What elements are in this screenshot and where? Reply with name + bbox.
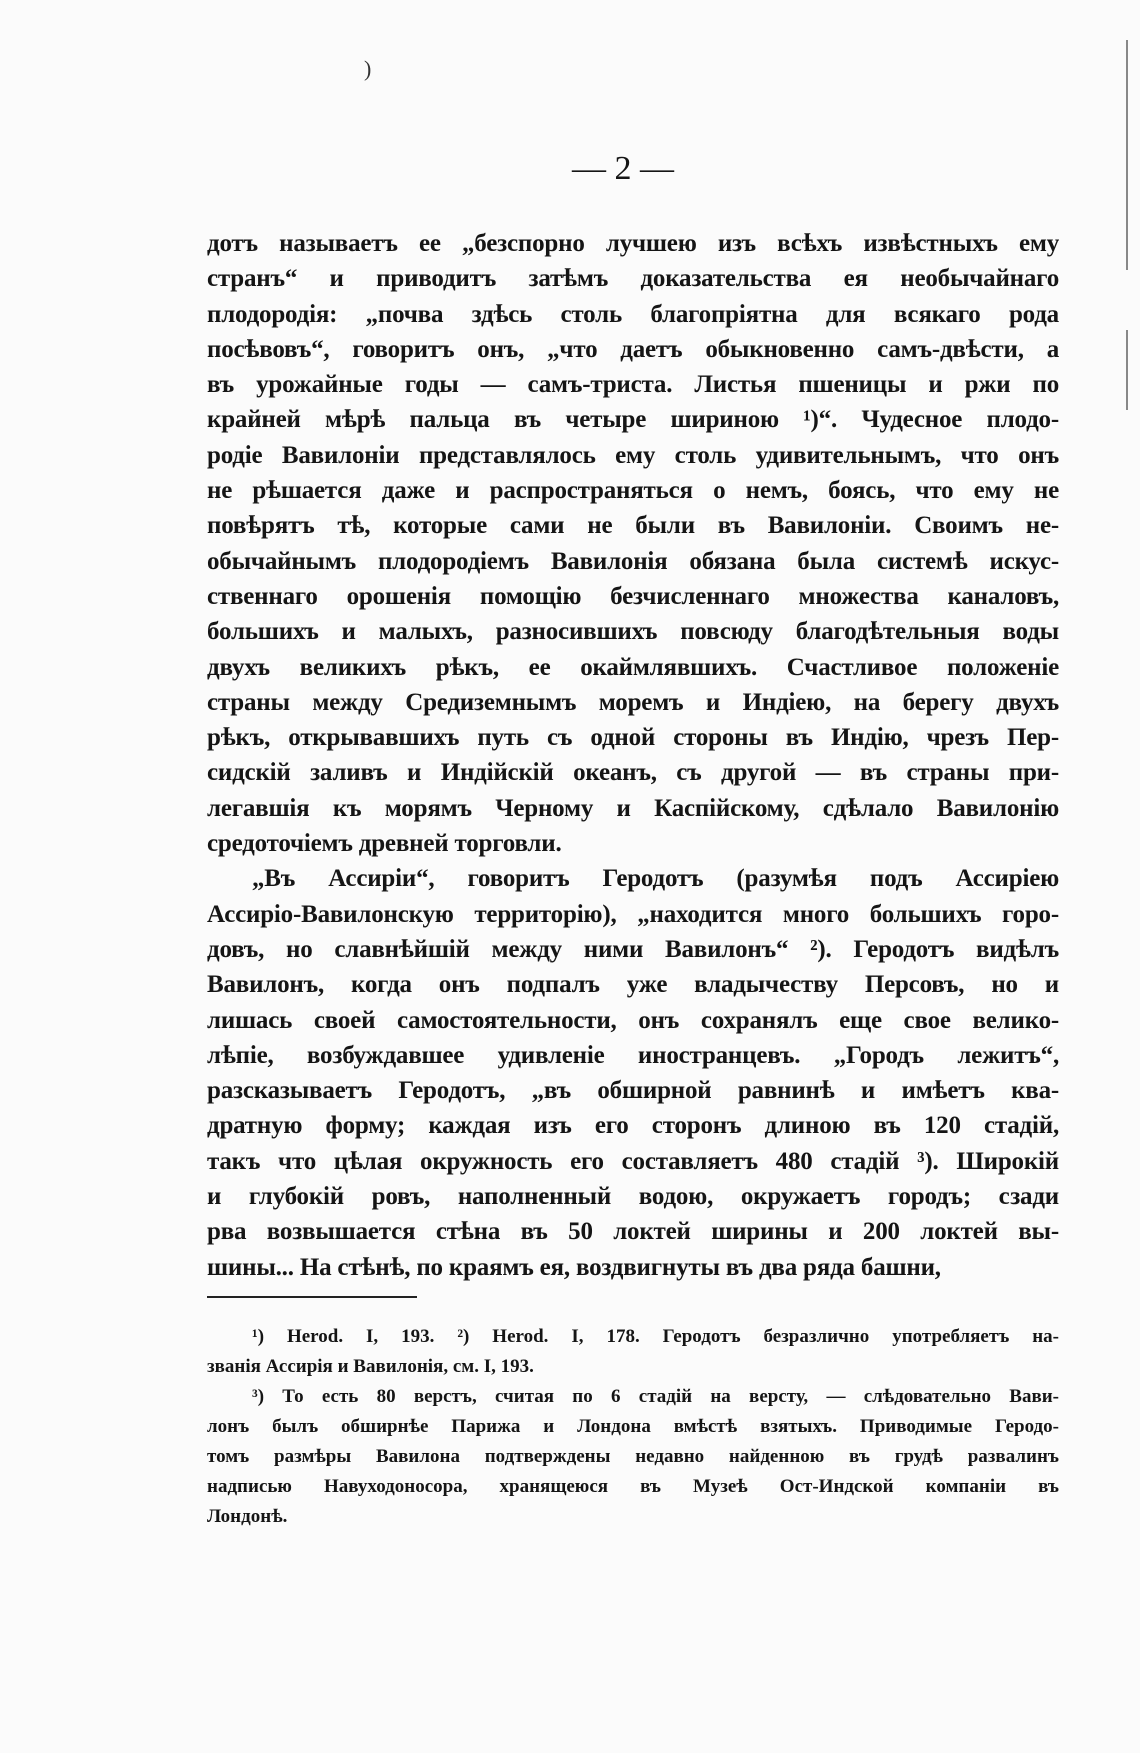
footnote-line: ³) То есть 80 верстъ, считая по 6 стадій на версту, — слѣдовательно Вави- <box>252 1386 1059 1407</box>
text-line: Вавилонъ, когда онъ подпалъ уже владычеству Персовъ, но и <box>207 971 1059 999</box>
text-line: страны между Средиземнымъ моремъ и Индіею, на берегу двухъ <box>207 688 1059 716</box>
footnote-divider <box>207 1296 417 1298</box>
main-text <box>207 226 1059 1285</box>
footnote-line: Лондонѣ. <box>207 1506 288 1527</box>
text-line: посѣвовъ“, говоритъ онъ, „что даетъ обыкновенно самъ-двѣсти, а <box>207 335 1059 363</box>
text-line: лишась своей самостоятельности, онъ сохранялъ еще свое велико- <box>207 1006 1059 1034</box>
text-line: обычайнымъ плодородіемъ Вавилонія обязана была системѣ искус- <box>207 547 1059 575</box>
text-line: шины... На стѣнѣ, по краямъ ея, воздвигнуты въ два ряда башни, <box>207 1253 941 1281</box>
text-line: дотъ называетъ ее „безспорно лучшею изъ всѣхъ извѣстныхъ ему <box>207 230 1059 257</box>
footnotes <box>207 1322 1059 1532</box>
text-line: крайней мѣрѣ пальца въ четыре шириною ¹)“. Чудесное плодо- <box>207 406 1059 434</box>
text-line: двухъ великихъ рѣкъ, ее окаймлявшихъ. Счастливое положеніе <box>207 653 1059 681</box>
text-line: ственнаго орошенія помощію безчисленнаго множества каналовъ, <box>207 582 1059 610</box>
text-line: рва возвышается стѣна въ 50 локтей ширины и 200 локтей вы- <box>207 1218 1059 1246</box>
text-line: сидскій заливъ и Индійскій океанъ, съ другой — въ страны при- <box>207 759 1059 787</box>
footnote-line: томъ размѣры Вавилона подтверждены недавно найденною въ грудѣ развалинъ <box>207 1446 1059 1467</box>
text-line: довъ, но славнѣйшій между ними Вавилонъ“ ²). Геродотъ видѣлъ <box>207 935 1059 963</box>
text-line: въ урожайные годы — самъ-триста. Листья пшеницы и ржи по <box>207 371 1059 399</box>
footnote-line: лонъ былъ обширнѣе Парижа и Лондона вмѣстѣ взятыхъ. Приводимые Геродо- <box>207 1416 1059 1437</box>
text-line: большихъ и малыхъ, разносившихъ повсюду благодѣтельныя воды <box>207 618 1059 646</box>
text-line: и глубокій ровъ, наполненный водою, окружаетъ городъ; сзади <box>207 1183 1059 1211</box>
text-line: такъ что цѣлая окружность его составляетъ 480 стадій ³). Широкій <box>207 1147 1059 1175</box>
text-line: средоточіемъ древней торговли. <box>207 830 562 858</box>
text-line: дратную форму; каждая изъ его сторонъ длиною въ 120 стадій, <box>207 1112 1059 1140</box>
text-line: плодородія: „почва здѣсь столь благопріятна для всякаго рода <box>207 300 1059 328</box>
page-number: — 2 — <box>572 150 674 187</box>
text-line: лѣпіе, возбуждавшее удивленіе иностранцевъ. „Городъ лежитъ“, <box>207 1041 1059 1069</box>
text-line: разсказываетъ Геродотъ, „въ обширной равнинѣ и имѣетъ ква- <box>207 1077 1059 1105</box>
text-line: странъ“ и приводитъ затѣмъ доказательства ея необычайнаго <box>207 265 1059 293</box>
text-line: повѣрятъ тѣ, которые сами не были въ Вавилоніи. Своимъ не- <box>207 512 1059 540</box>
text-line: „Въ Ассиріи“, говоритъ Геродотъ (разумѣя подъ Ассиріею <box>252 865 1059 893</box>
footnote-line: званія Ассирія и Вавилонія, см. I, 193. <box>207 1356 534 1377</box>
text-line: не рѣшается даже и распространяться о немъ, боясь, что ему не <box>207 477 1059 505</box>
footnote-line: ¹) Herod. I, 193. ²) Herod. I, 178. Геродотъ безразлично употребляетъ на- <box>252 1326 1059 1347</box>
text-line: Ассиріо-Вавилонскую территорію), „находится много большихъ горо- <box>207 900 1059 928</box>
footnote-line: надписью Навуходоносора, хранящеюся въ Музеѣ Ост-Индской компаніи въ <box>207 1476 1059 1497</box>
stray-mark: ) <box>364 56 372 81</box>
text-line: рѣкъ, открывавшихъ путь съ одной стороны въ Индію, чрезъ Пер- <box>207 724 1059 752</box>
text-line: легавшія къ морямъ Черному и Каспійскому, сдѣлало Вавилонію <box>207 794 1059 822</box>
page-edge-shadow <box>1126 330 1128 410</box>
text-line: родіе Вавилоніи представлялось ему столь удивительнымъ, что онъ <box>207 441 1059 469</box>
